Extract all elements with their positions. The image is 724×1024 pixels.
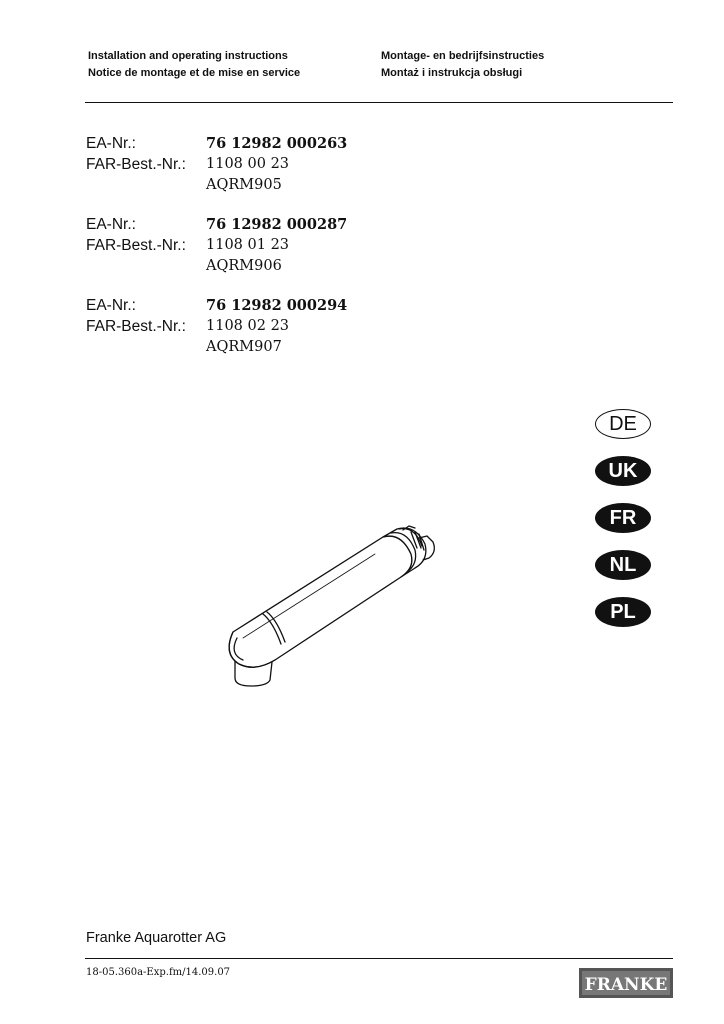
ea-label: EA-Nr.:: [86, 135, 136, 152]
company-name: Franke Aquarotter AG: [86, 930, 227, 946]
far-label: FAR-Best.-Nr.:: [86, 318, 186, 335]
franke-logo: [579, 968, 673, 998]
far-value: 1108 00 23: [206, 156, 290, 172]
language-badge-fr: FR: [595, 503, 651, 533]
product-list: [86, 133, 446, 376]
document-reference: 18-05.360a-Exp.fm/14.09.07: [86, 967, 231, 978]
spout-illustration: [215, 520, 450, 695]
header-title-fr: Notice de montage et de mise en service: [88, 67, 301, 79]
product-block: [86, 295, 446, 358]
far-value: 1108 02 23: [206, 318, 290, 334]
language-badge-uk: UK: [595, 456, 651, 486]
franke-logo-text: FRANKE: [584, 975, 668, 995]
far-label: FAR-Best.-Nr.:: [86, 156, 186, 173]
header-left: [88, 48, 300, 82]
language-badge-pl: PL: [595, 597, 651, 627]
ea-value: 76 12982 000294: [206, 297, 348, 314]
header-divider: [85, 102, 673, 103]
far-label: FAR-Best.-Nr.:: [86, 237, 186, 254]
far-value: 1108 01 23: [206, 237, 290, 253]
header-right: [381, 48, 544, 82]
header-title-nl: Montage- en bedrijfsinstructies: [381, 50, 545, 62]
language-badge-de: DE: [595, 409, 651, 439]
model-number: AQRM905: [206, 177, 282, 193]
header-title-pl: Montaż i instrukcja obsługi: [381, 67, 523, 79]
language-badges: [595, 409, 651, 644]
product-block: [86, 214, 446, 277]
header-title-en: Installation and operating instructions: [88, 50, 288, 62]
language-badge-nl: NL: [595, 550, 651, 580]
model-number: AQRM907: [206, 339, 282, 355]
ea-value: 76 12982 000263: [206, 135, 348, 152]
product-block: [86, 133, 446, 196]
ea-value: 76 12982 000287: [206, 216, 348, 233]
ea-label: EA-Nr.:: [86, 216, 136, 233]
footer-divider: [85, 958, 673, 959]
model-number: AQRM906: [206, 258, 282, 274]
ea-label: EA-Nr.:: [86, 297, 136, 314]
